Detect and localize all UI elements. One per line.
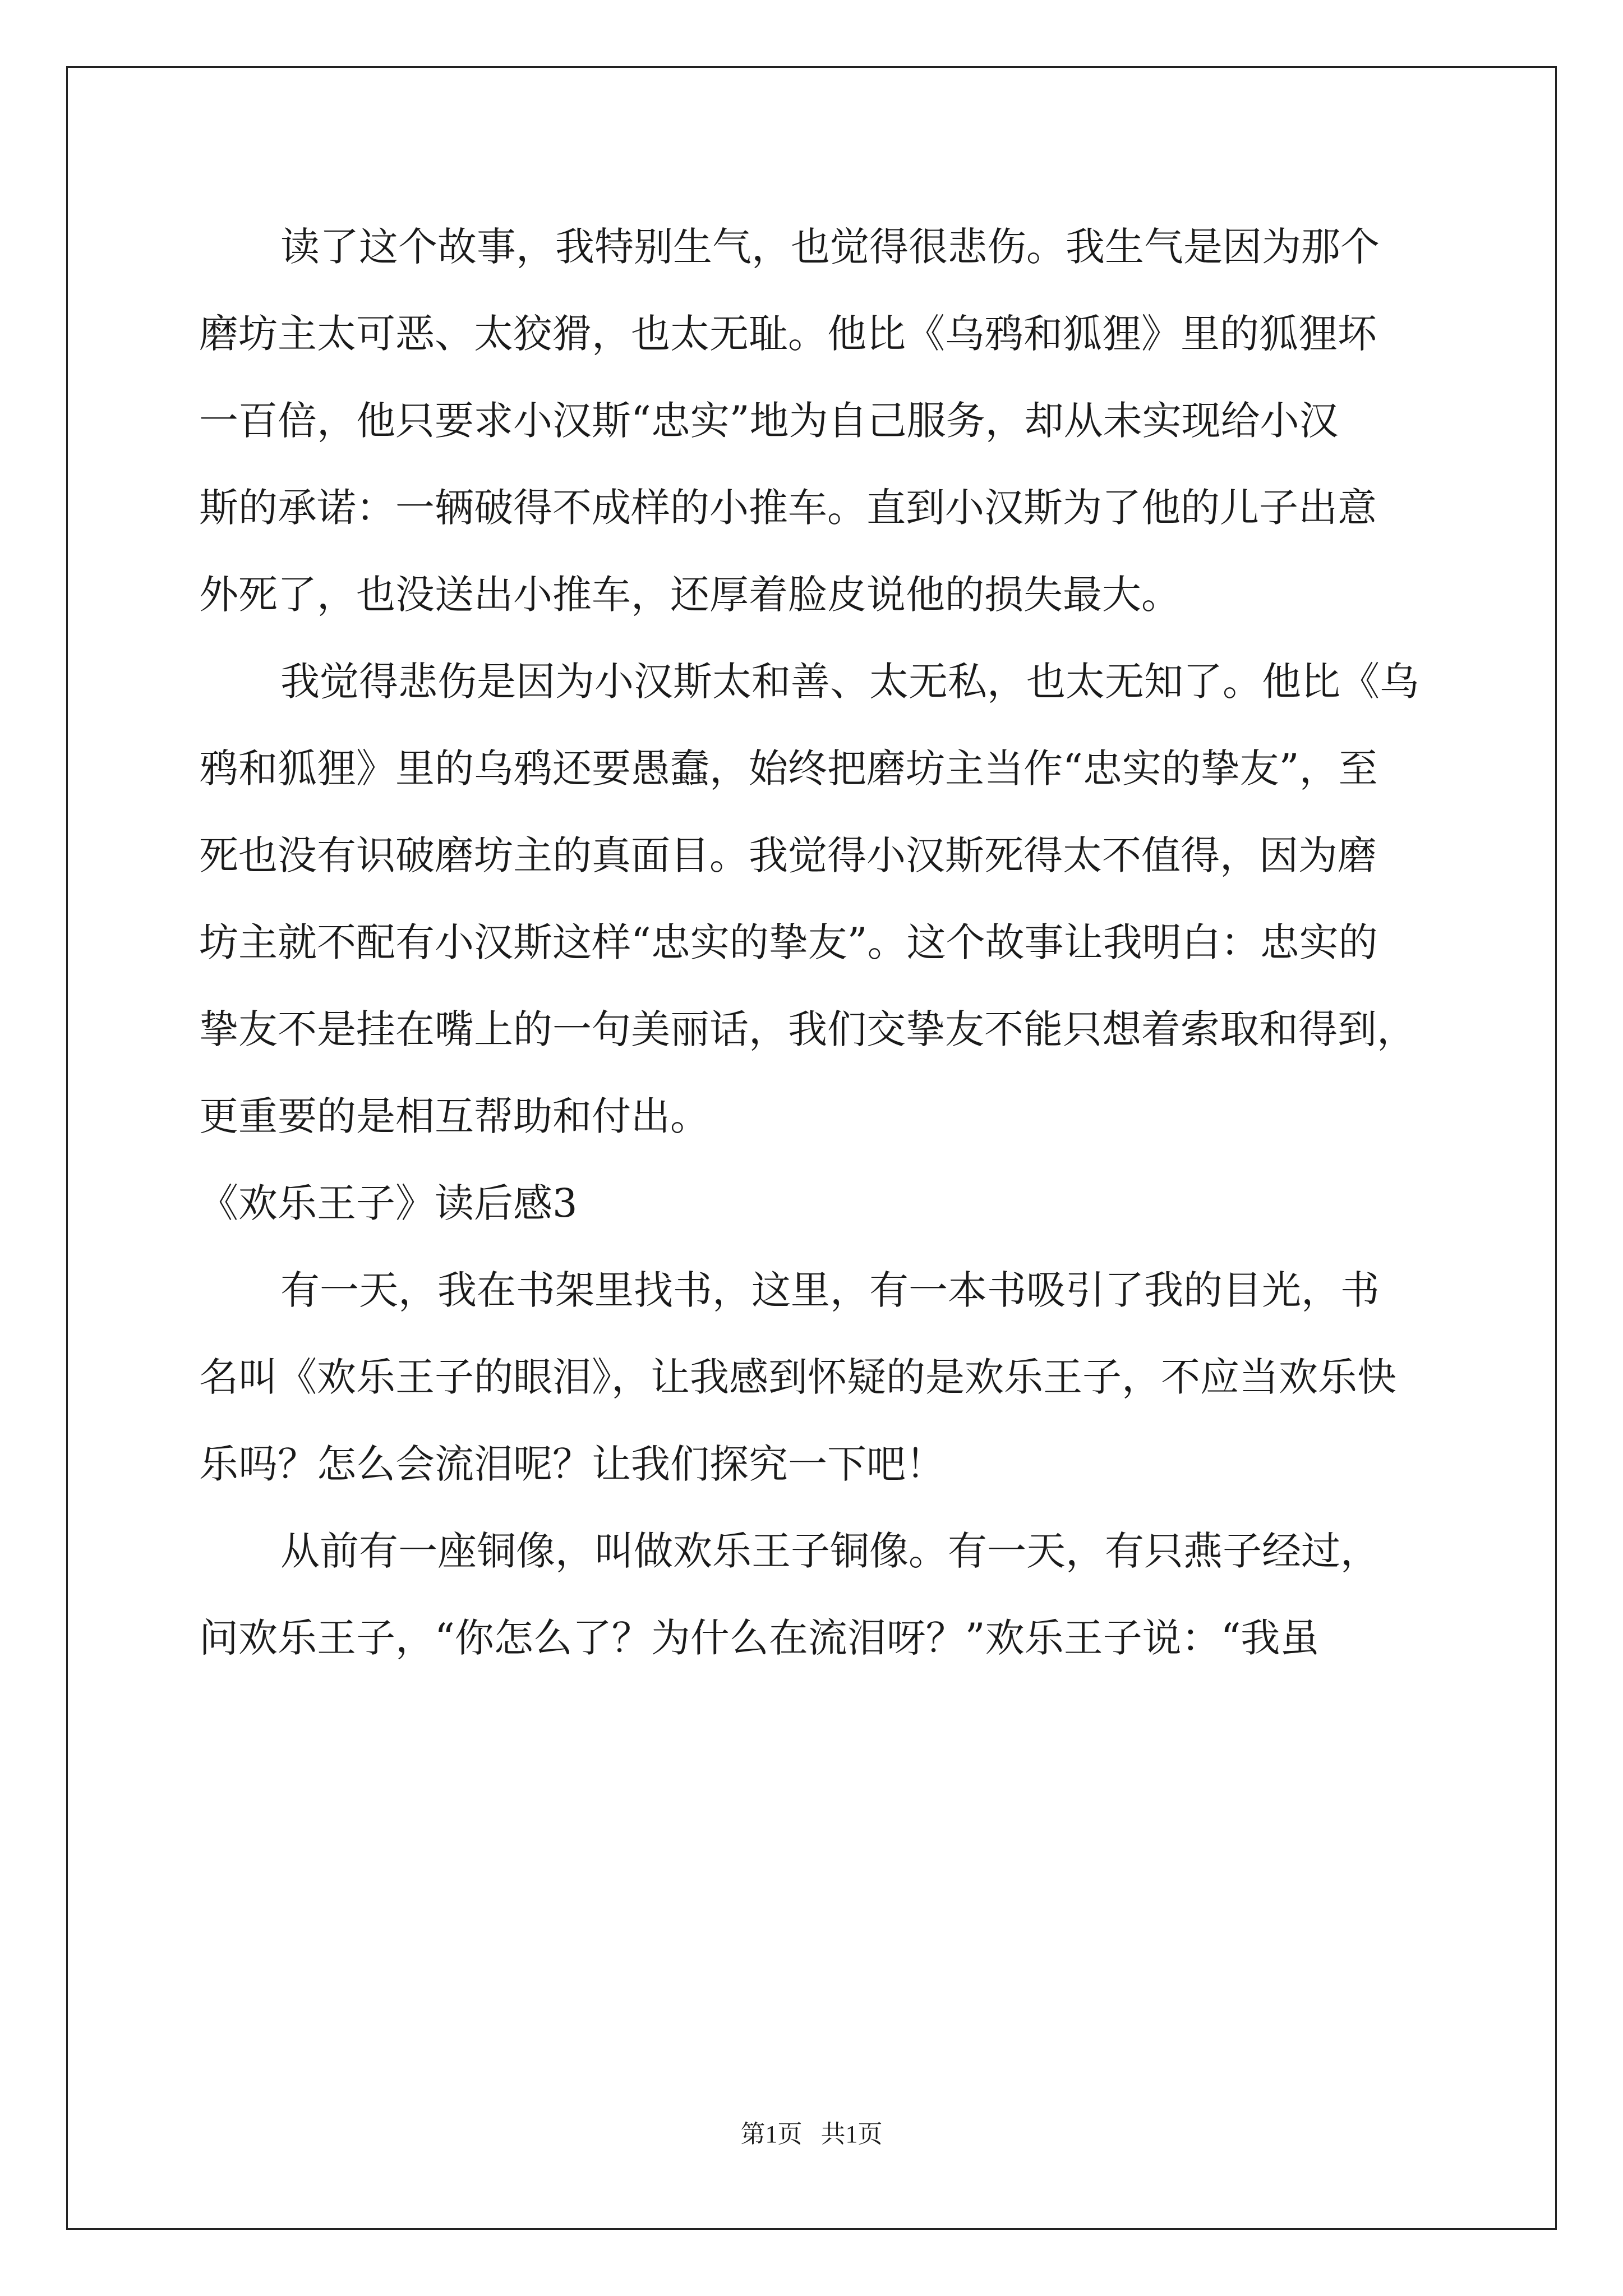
paragraph-3-line-1: 有一天，我在书架里找书，这里，有一本书吸引了我的目光，书 xyxy=(280,1267,1380,1313)
page-footer: 第1页 共1页 xyxy=(740,2120,883,2148)
page-border xyxy=(66,66,1557,2230)
paragraph-1-line-1: 读了这个故事，我特别生气，也觉得很悲伤。我生气是因为那个 xyxy=(280,224,1380,270)
paragraph-2-line-2: 鸦和狐狸》里的乌鸦还要愚蠢，始终把磨坊主当作“忠实的挚友”，至 xyxy=(199,746,1378,792)
paragraph-3-line-3: 乐吗？怎么会流泪呢？让我们探究一下吧！ xyxy=(199,1441,945,1487)
paragraph-2-line-4: 坊主就不配有小汉斯这样“忠实的挚友”。这个故事让我明白：忠实的 xyxy=(199,919,1378,965)
paragraph-4-line-2: 问欢乐王子，“你怎么了？为什么在流泪呀？”欢乐王子说：“我虽 xyxy=(199,1615,1320,1661)
paragraph-2-line-5: 挚友不是挂在嘴上的一句美丽话，我们交挚友不能只想着索取和得到， xyxy=(199,1006,1416,1052)
paragraph-2-line-6: 更重要的是相互帮助和付出。 xyxy=(199,1093,709,1139)
paragraph-1-line-2: 磨坊主太可恶、太狡猾，也太无耻。他比《乌鸦和狐狸》里的狐狸坏 xyxy=(199,311,1377,357)
paragraph-4-line-1: 从前有一座铜像，叫做欢乐王子铜像。有一天，有只燕子经过， xyxy=(280,1528,1380,1574)
section-heading: 《欢乐王子》读后感3 xyxy=(199,1180,578,1226)
paragraph-1-line-3: 一百倍，他只要求小汉斯“忠实”地为自己服务，却从未实现给小汉 xyxy=(199,398,1339,444)
paragraph-1-line-5: 外死了，也没送出小推车，还厚着脸皮说他的损失最大。 xyxy=(199,572,1181,618)
paragraph-3-line-2: 名叫《欢乐王子的眼泪》，让我感到怀疑的是欢乐王子，不应当欢乐快 xyxy=(199,1354,1396,1400)
paragraph-1-line-4: 斯的承诺：一辆破得不成样的小推车。直到小汉斯为了他的儿子出意 xyxy=(199,485,1377,531)
paragraph-2-line-3: 死也没有识破磨坊主的真面目。我觉得小汉斯死得太不值得，因为磨 xyxy=(199,832,1377,878)
paragraph-2-line-1: 我觉得悲伤是因为小汉斯太和善、太无私，也太无知了。他比《乌 xyxy=(280,659,1419,705)
